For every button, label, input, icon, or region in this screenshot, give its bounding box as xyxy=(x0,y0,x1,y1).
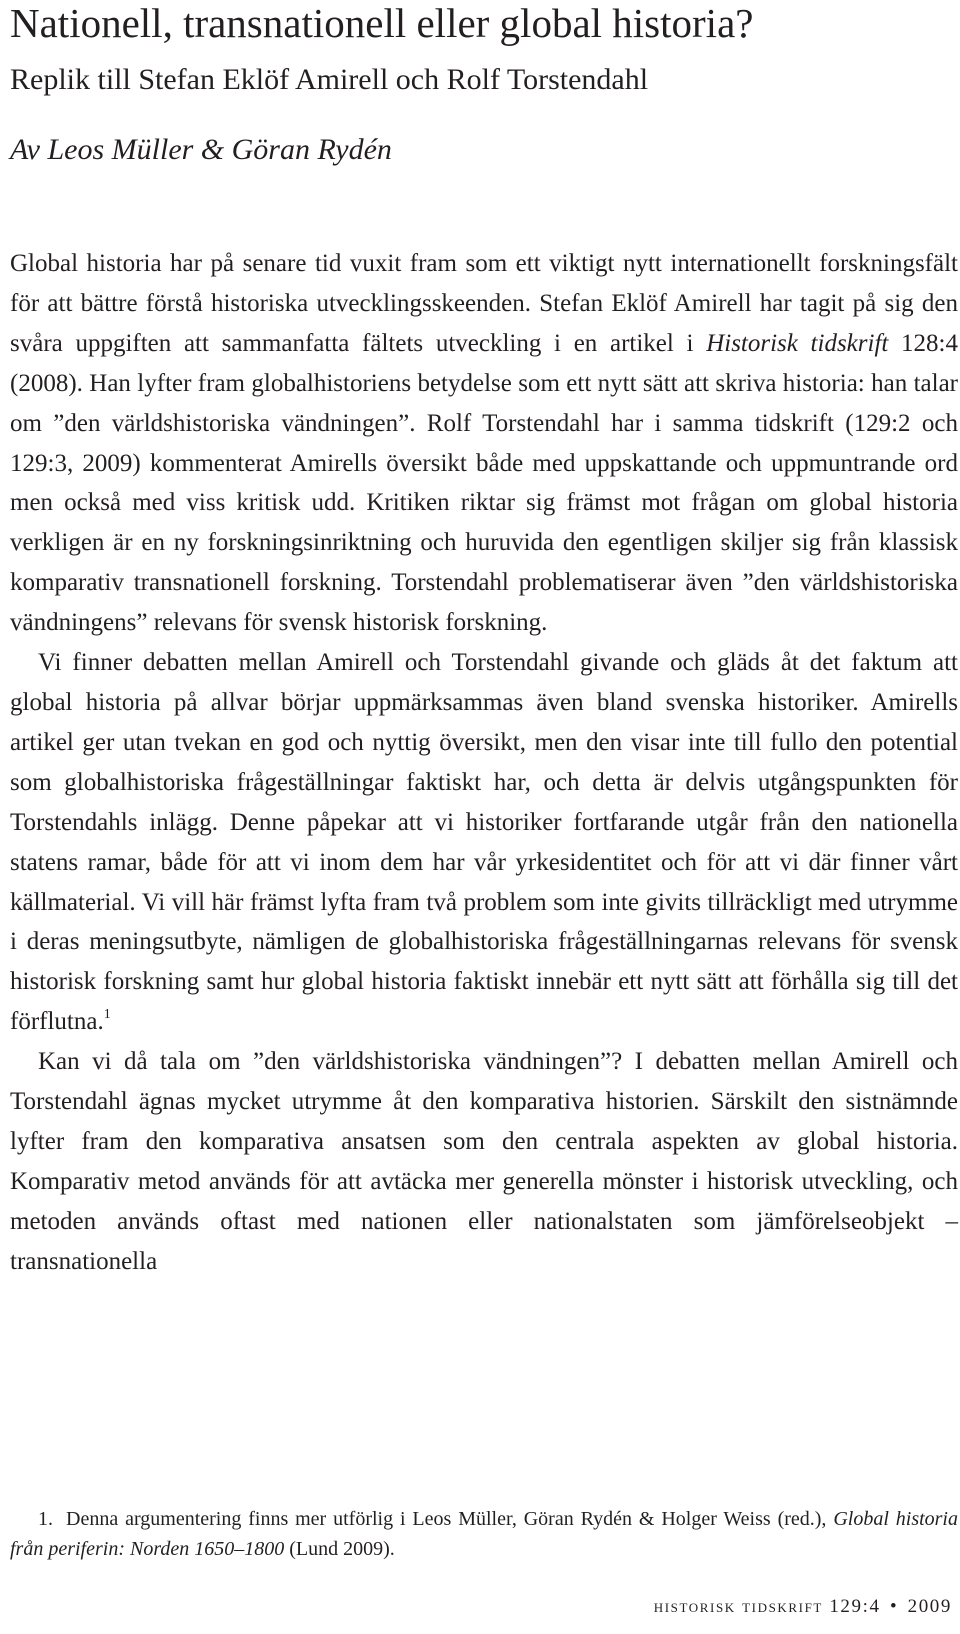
footnote-text-b: (Lund 2009). xyxy=(284,1538,395,1560)
paragraph-2-text: Vi finner debatten mellan Amirell och Torstendahl givande och gläds åt det faktum att global historia på allvar börjar uppmärksammas även bland svenska historiker. Amirells artikel ger utan tvekan en god och nyttig översikt, men den visar inte till fullo den potential som globalhistoriska frågeställningar faktiskt har, och detta är delvis utgångspunkten för Torstendahls inlägg. Denne påpekar att vi historiker fortfarande utgår från den nationella statens ramar, både för att vi inom dem har vår yrkesidentitet och för att vi där finner vårt källmaterial. Vi vill här främst lyfta fram två problem som inte givits tillräckligt med utrymme i deras meningsutbyte, nämligen de globalhistoriska frågeställningarnas relevans för svensk historisk forskning samt hur global historia faktiskt innebär ett nytt sätt att förhålla sig till det förflutna. xyxy=(10,649,958,1036)
journal-title-reference: Historisk tidskrift xyxy=(706,329,889,357)
footnote-1 xyxy=(10,1504,958,1564)
footer-separator: • xyxy=(889,1596,899,1617)
footer-issue: 129:4 xyxy=(829,1596,881,1617)
footnote-text-a: Denna argumentering finns mer utförlig i Leos Müller, Göran Rydén & Holger Weiss (red.), xyxy=(66,1508,834,1530)
footer-year: 2009 xyxy=(907,1596,952,1617)
paragraph-1-text-a: Global historia har på senare tid vuxit fram som ett viktigt nytt internationellt forskningsfält för att bättre förstå historiska utvecklingsskeenden. Stefan Eklöf Amirell har tagit på sig den svåra uppgiften att sammanfatta fältets utveckling i en artikel i xyxy=(10,250,958,357)
article-byline: Av Leos Müller & Göran Rydén xyxy=(10,133,392,166)
paragraph-3 xyxy=(10,1042,958,1281)
article-subtitle: Replik till Stefan Eklöf Amirell och Rolf Torstendahl xyxy=(10,63,649,96)
paragraph-2 xyxy=(10,643,958,1042)
article-body xyxy=(10,244,958,1282)
footnote-book-title: Global historia från periferin: Norden 1650–1800 xyxy=(10,1508,958,1560)
footer-journal-name: historisk tidskrift xyxy=(653,1596,823,1617)
article-title: Nationell, transnationell eller global historia? xyxy=(10,0,754,46)
paragraph-1 xyxy=(10,244,958,643)
paragraph-1-text-b: 128:4 (2008). Han lyfter fram globalhistoriens betydelse som ett nytt sätt att skriva historia: han talar om ”den världshistoriska vändningen”. Rolf Torstendahl har i samma tidskrift (129:2 och 129:3, 2009) kommenterat Amirells översikt både med uppskattande och uppmuntrande ord men också med viss kritisk udd. Kritiken riktar sig främst mot frågan om global historia verkligen är en ny forskningsinriktning och huruvida den egentligen skiljer sig från klassisk komparativ transnationell forskning. Torstendahl problematiserar även ”den världshistoriska vändningens” relevans för svensk historisk forskning. xyxy=(10,329,958,637)
footnote-number: 1. xyxy=(38,1508,53,1530)
footnote-marker[interactable]: 1 xyxy=(103,1007,111,1023)
running-footer xyxy=(654,1596,952,1618)
paragraph-3-text: Kan vi då tala om ”den världshistoriska vändningen”? I debatten mellan Amirell och Torstendahl ägnas mycket utrymme åt den komparativa historien. Särskilt den sistnämnde lyfter fram den komparativa ansatsen som den centrala aspekten av global historia. Komparativ metod används för att avtäcka mer generella mönster i historisk utveckling, och metoden används oftast med nationen eller nationalstaten som jämförelseobjekt – transnationella xyxy=(10,1048,958,1275)
